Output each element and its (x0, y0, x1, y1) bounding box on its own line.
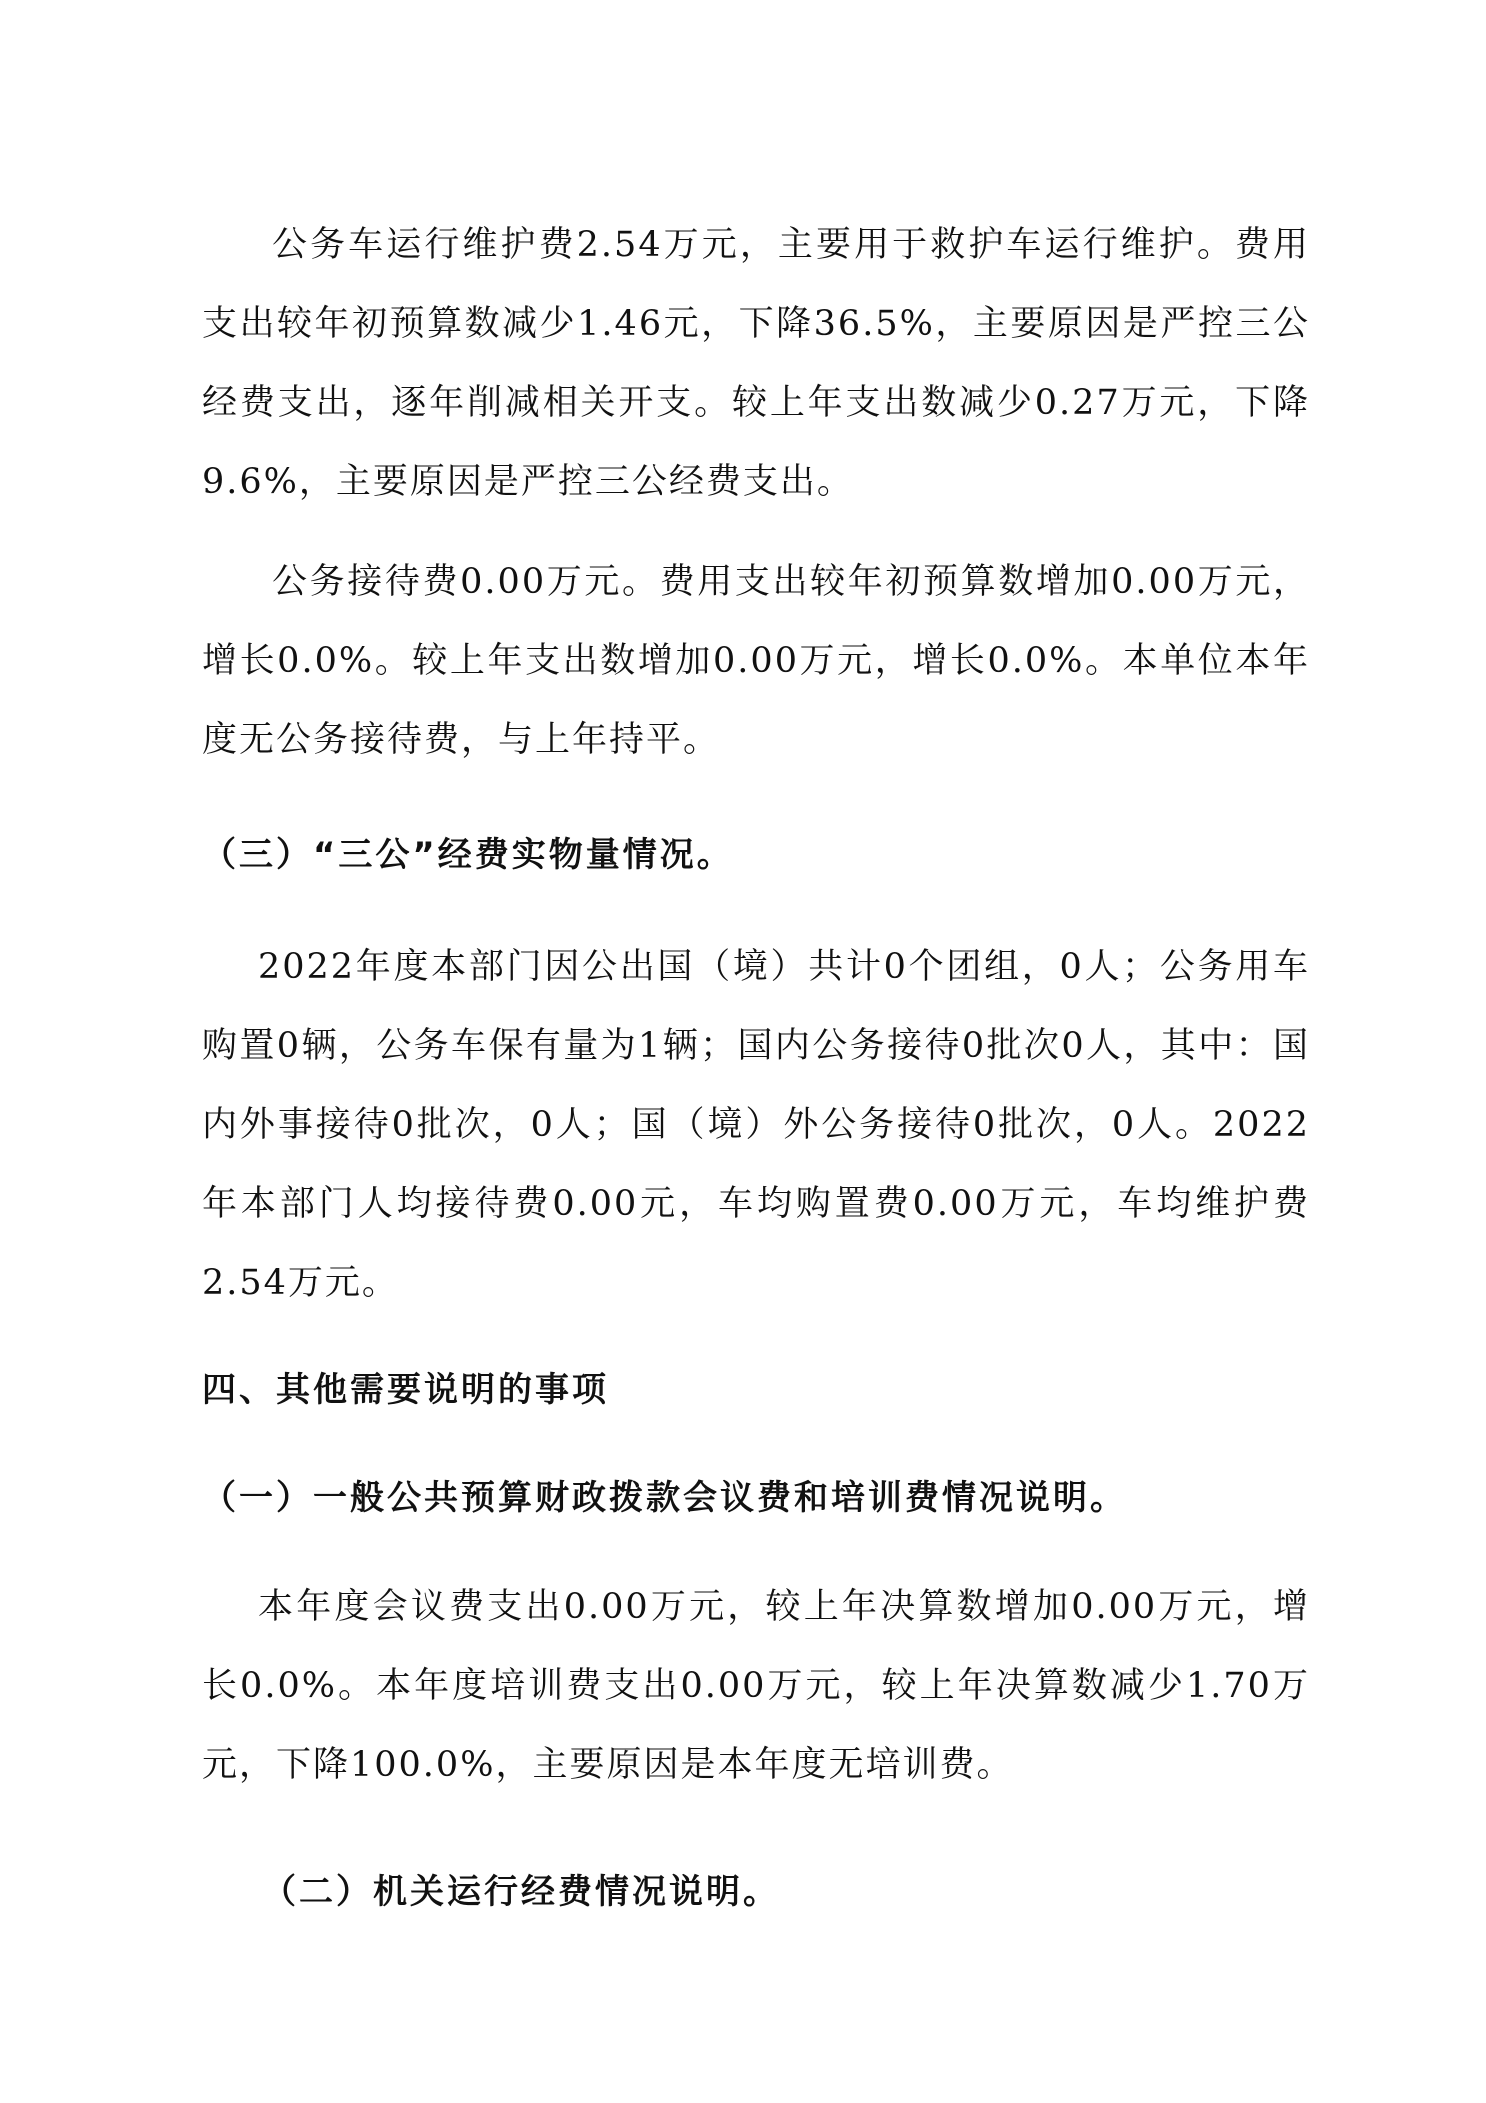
paragraph-official-reception: 公务接待费0.00万元。费用支出较年初预算数增加0.00万元，增长0.0%。较上年支出数增加0.00万元，增长0.0%。本单位本年度无公务接待费，与上年持平。 (202, 562, 1310, 760)
heading-sangong-quantity: （三）“三公”经费实物量情况。 (202, 835, 734, 875)
paragraph-sangong-quantity: 2022年度本部门因公出国（境）共计0个团组，0人；公务用车购置0辆，公务车保有量为1辆；国内公务接待0批次0人，其中：国内外事接待0批次，0人；国（境）外公务接待0批次，0人。2022年本部门人均接待费0.00元，车均购置费0.00万元，车均维护费2.54万元。 (202, 947, 1310, 1303)
heading-meeting-training-fees: （一）一般公共预算财政拨款会议费和培训费情况说明。 (202, 1478, 1127, 1518)
heading-agency-operating-costs: （二）机关运行经费情况说明。 (262, 1872, 780, 1912)
paragraph-meeting-training-fees: 本年度会议费支出0.00万元，较上年决算数增加0.00万元，增长0.0%。本年度培训费支出0.00万元，较上年决算数减少1.70万元，下降100.0%，主要原因是本年度无培训费。 (202, 1587, 1310, 1785)
paragraph-vehicle-maintenance: 公务车运行维护费2.54万元，主要用于救护车运行维护。费用支出较年初预算数减少1.46元，下降36.5%，主要原因是严控三公经费支出，逐年削减相关开支。较上年支出数减少0.27万元，下降9.6%，主要原因是严控三公经费支出。 (202, 225, 1310, 502)
heading-other-matters: 四、其他需要说明的事项 (202, 1370, 609, 1410)
